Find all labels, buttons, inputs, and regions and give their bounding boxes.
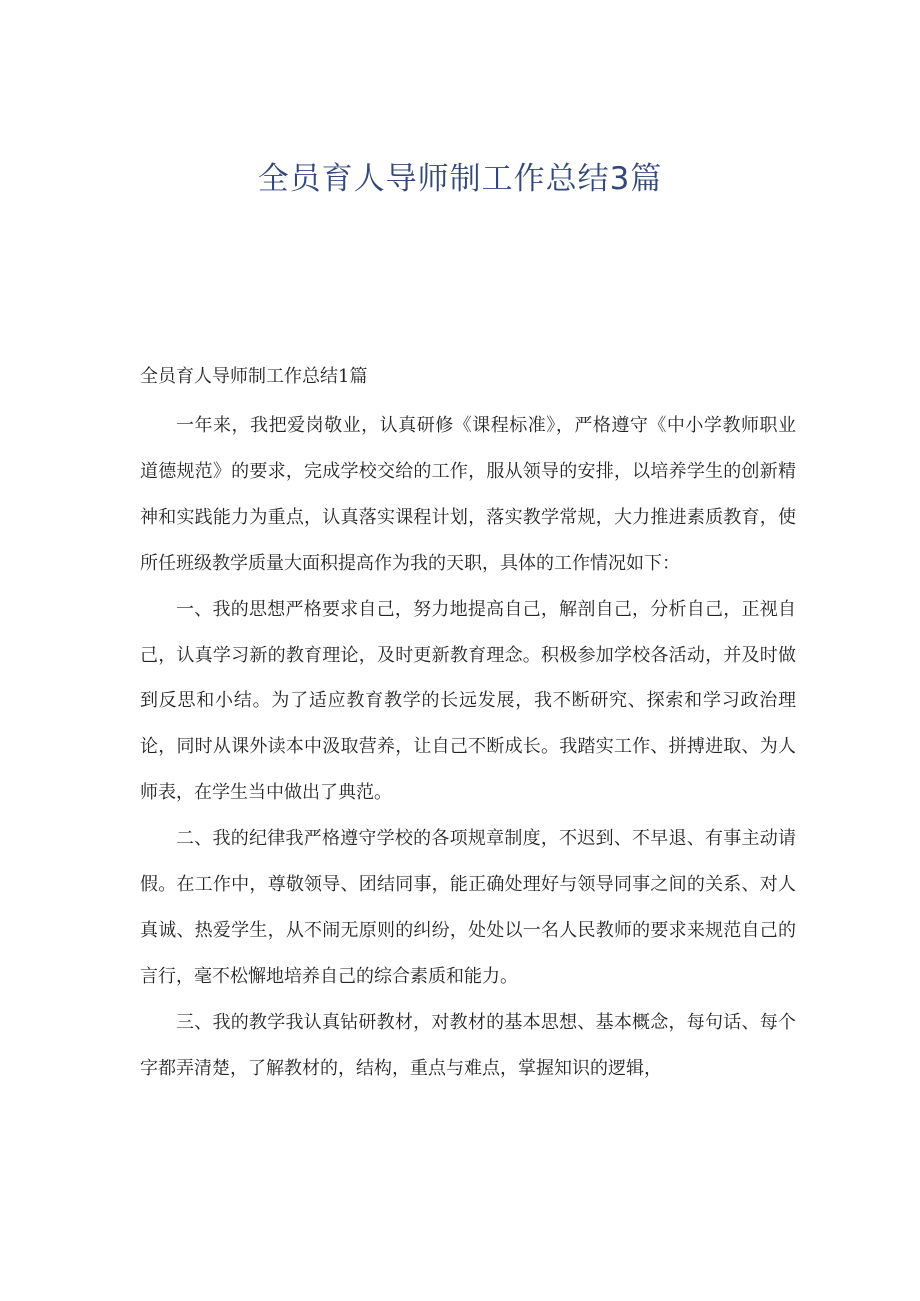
paragraph-thought: 一、我的思想严格要求自己，努力地提高自己，解剖自己，分析自己，正视自己，认真学习新的教育理论，及时更新教育理念。积极参加学校各活动，并及时做到反思和小结。为了适应教育教学的长远发展，我不断研究、探索和学习政治理论，同时从课外读本中汲取营养，让自己不断成长。我踏实工作、拼搏进取、为人师表，在学生当中做出了典范。 — [140, 598, 796, 804]
document-body — [140, 403, 796, 1092]
document-title: 全员育人导师制工作总结3篇 — [257, 161, 663, 197]
paragraph-intro: 一年来，我把爱岗敬业，认真研修《课程标准》，严格遵守《中小学教师职业道德规范》的要求，完成学校交给的工作，服从领导的安排，以培养学生的创新精神和实践能力为重点，认真落实课程计划，落实教学常规，大力推进素质教育，使所任班级教学质量大面积提高作为我的天职，具体的工作情况如下： — [140, 415, 796, 574]
paragraph-teaching: 三、我的教学我认真钻研教材，对教材的基本思想、基本概念，每句话、每个字都弄清楚，了解教材的，结构，重点与难点，掌握知识的逻辑， — [140, 1011, 796, 1079]
section-heading: 全员育人导师制工作总结1篇 — [140, 366, 368, 387]
paragraph-discipline: 二、我的纪律我严格遵守学校的各项规章制度，不迟到、不早退、有事主动请假。在工作中，尊敬领导、团结同事，能正确处理好与领导同事之间的关系、对人真诚、热爱学生，从不闹无原则的纠纷，处处以一名人民教师的要求来规范自己的言行，毫不松懈地培养自己的综合素质和能力。 — [140, 828, 796, 987]
